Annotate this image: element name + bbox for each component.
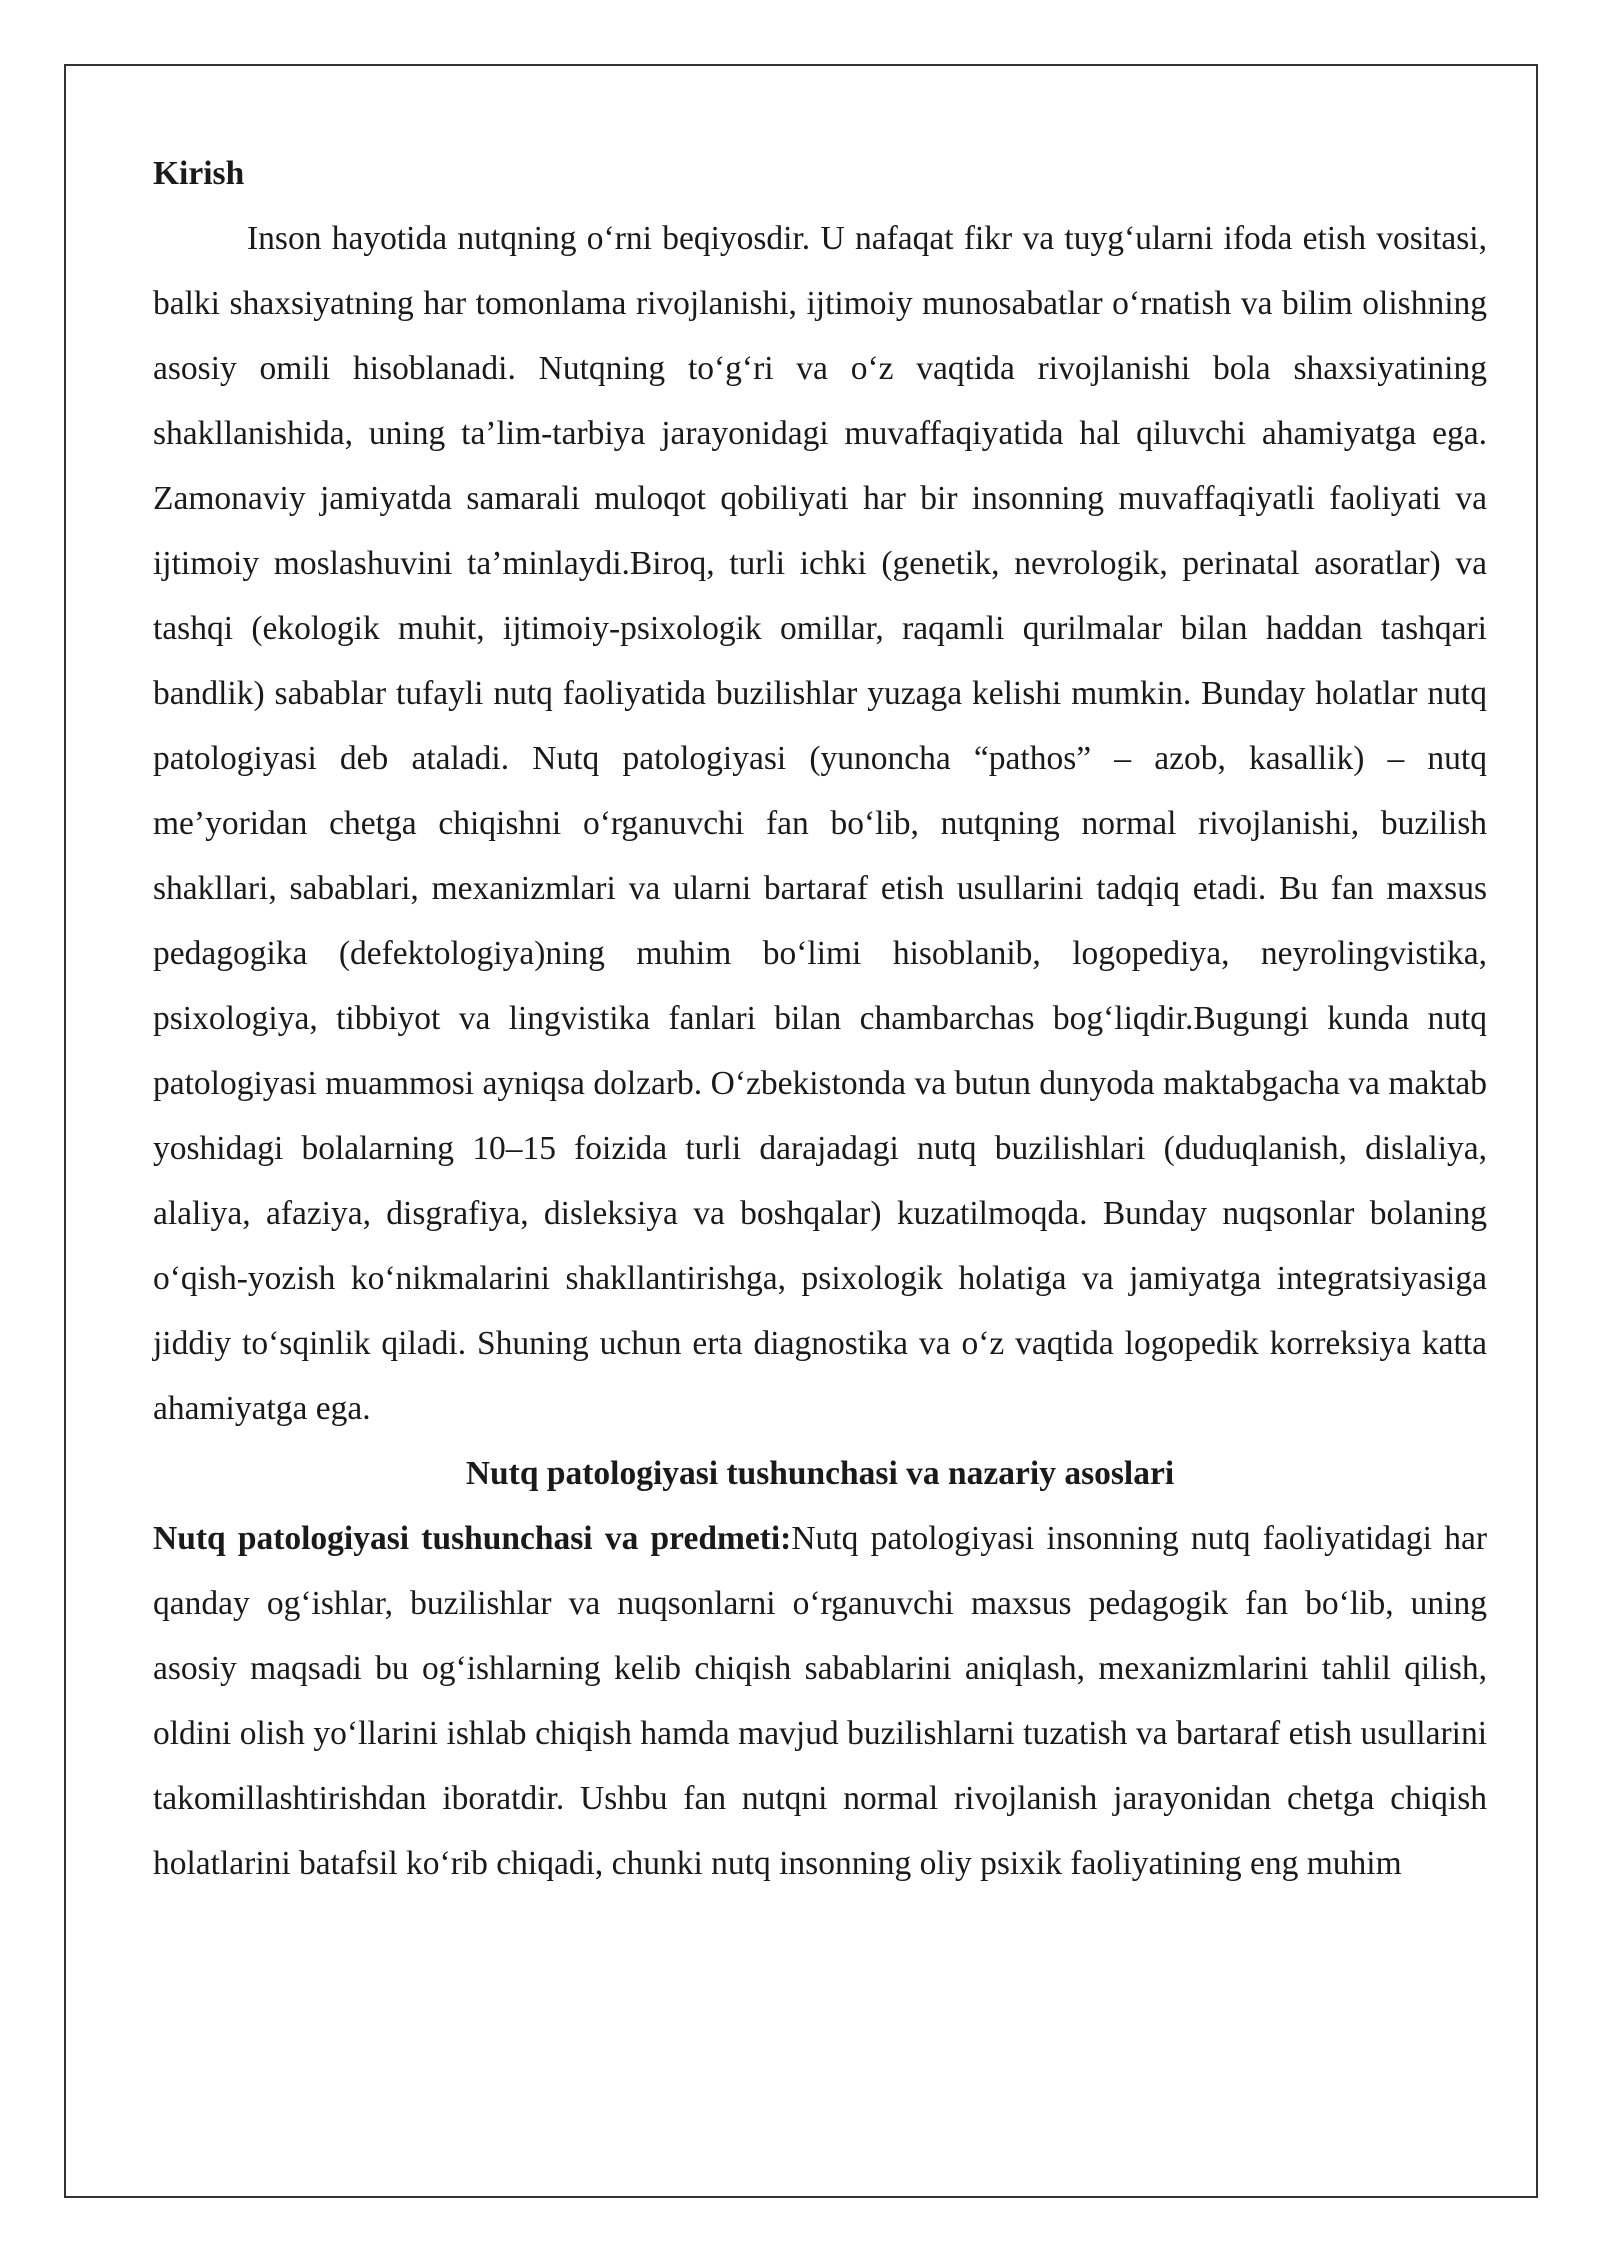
theory-paragraph xyxy=(153,1506,1487,1896)
document-body xyxy=(153,141,1487,1896)
theory-paragraph-text: Nutq patologiyasi insonning nutq faoliyatidagi har qanday og‘ishlar, buzilishlar va nuqsonlarni o‘rganuvchi maxsus pedagogik fan bo‘lib, uning asosiy maqsadi bu og‘ishlarning kelib chiqish sabablarini aniqlash, mexanizmlarini tahlil qilish, oldini olish yo‘llarini ishlab chiqish hamda mavjud buzilishlarni tuzatish va bartaraf etish usullarini takomillashtirishdan iboratdir. Ushbu fan nutqni normal rivojlanish jarayonidan chetga chiqish holatlarini batafsil ko‘rib chiqadi, chunki nutq insonning oliy psixik faoliyatining eng muhim xyxy=(153,1520,1487,1882)
section-title-intro: Kirish xyxy=(153,155,245,192)
theory-lead-term: Nutq patologiyasi tushunchasi va predmeti: xyxy=(153,1520,792,1557)
intro-paragraph: Inson hayotida nutqning o‘rni beqiyosdir. U nafaqat fikr va tuyg‘ularni ifoda etish vositasi, balki shaxsiyatning har tomonlama rivojlanishi, ijtimoiy munosabatlar o‘rnatish va bilim olishning asosiy omili hisoblanadi. Nutqning to‘g‘ri va o‘z vaqtida rivojlanishi bola shaxsiyatining shakllanishida, uning ta’lim-tarbiya jarayonidagi muvaffaqiyatida hal qiluvchi ahamiyatga ega. Zamonaviy jamiyatda samarali muloqot qobiliyati har bir insonning muvaffaqiyatli faoliyati va ijtimoiy moslashuvini ta’minlaydi.Biroq, turli ichki (genetik, nevrologik, perinatal asoratlar) va tashqi (ekologik muhit, ijtimoiy-psixologik omillar, raqamli qurilmalar bilan haddan tashqari bandlik) sabablar tufayli nutq faoliyatida buzilishlar yuzaga kelishi mumkin. Bunday holatlar nutq patologiyasi deb ataladi. Nutq patologiyasi (yunoncha “pathos” – azob, kasallik) – nutq me’yoridan chetga chiqishni o‘rganuvchi fan bo‘lib, nutqning normal rivojlanishi, buzilish shakllari, sabablari, mexanizmlari va ularni bartaraf etish usullarini tadqiq etadi. Bu fan maxsus pedagogika (defektologiya)ning muhim bo‘limi hisoblanib, logopediya, neyrolingvistika, psixologiya, tibbiyot va lingvistika fanlari bilan chambarchas bog‘liqdir.Bugungi kunda nutq patologiyasi muammosi ayniqsa dolzarb. O‘zbekistonda va butun dunyoda maktabgacha va maktab yoshidagi bolalarning 10–15 foizida turli darajadagi nutq buzilishlari (duduqlanish, dislaliya, alaliya, afaziya, disgrafiya, disleksiya va boshqalar) kuzatilmoqda. Bunday nuqsonlar bolaning o‘qish-yozish ko‘nikmalarini shakllantirishga, psixologik holatiga va jamiyatga integratsiyasiga jiddiy to‘sqinlik qiladi. Shuning uchun erta diagnostika va o‘z vaqtida logopedik korreksiya katta ahamiyatga ega. xyxy=(153,220,1487,1427)
section-title-theory: Nutq patologiyasi tushunchasi va nazariy asoslari xyxy=(465,1455,1175,1492)
